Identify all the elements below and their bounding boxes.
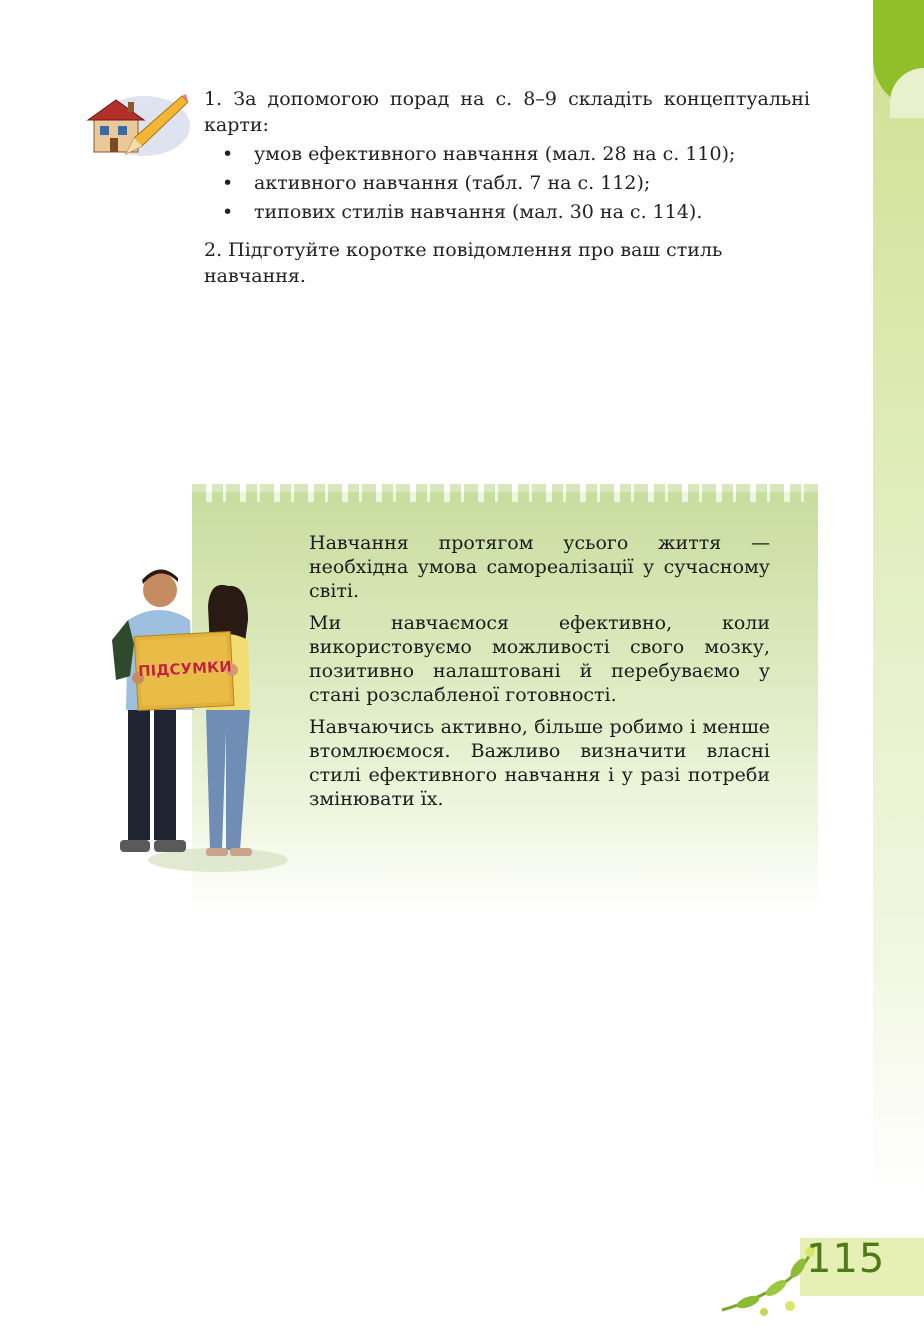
summary-text	[309, 531, 770, 819]
summary-paragraph-1: Навчання протягом усього життя — необхідна умова самореалізації у сучасному світі.	[309, 532, 770, 602]
task-1-text: 1. За допомогою порад на с. 8–9 складіть концептуальні карти:	[204, 88, 810, 136]
list-item: • активного навчання (табл. 7 на с. 112);	[204, 169, 810, 198]
summary-sign-label: ПІДСУМКИ	[137, 657, 233, 681]
page-number: 115	[806, 1236, 886, 1282]
bullet-icon: •	[222, 172, 234, 194]
homework-tasks	[204, 86, 810, 289]
bullet-icon: •	[222, 143, 234, 165]
list-item: • типових стилів навчання (мал. 30 на с. 114).	[204, 198, 810, 227]
bullet-icon: •	[222, 201, 234, 223]
homework-house-pencil-icon	[86, 88, 190, 158]
list-item: • умов ефективного навчання (мал. 28 на с. 110);	[204, 140, 810, 169]
side-decor-band	[873, 0, 924, 1200]
task-1-bullet-list	[204, 140, 810, 227]
summary-paragraph-3: Навчаючись активно, більше робимо і менше втомлюємося. Важливо визначити власні стилі ефективного навчання і у разі потреби змінювати їх.	[309, 716, 770, 810]
task-2-text: 2. Підготуйте коротке повідомлення про ваш стиль навчання.	[204, 239, 723, 287]
summary-paragraph-2: Ми навчаємося ефективно, коли використовуємо можливості свого мозку, позитивно налаштовані й перебуваємо у стані розслабленої готовності.	[309, 612, 770, 706]
students-holding-sign-illustration	[98, 560, 298, 880]
